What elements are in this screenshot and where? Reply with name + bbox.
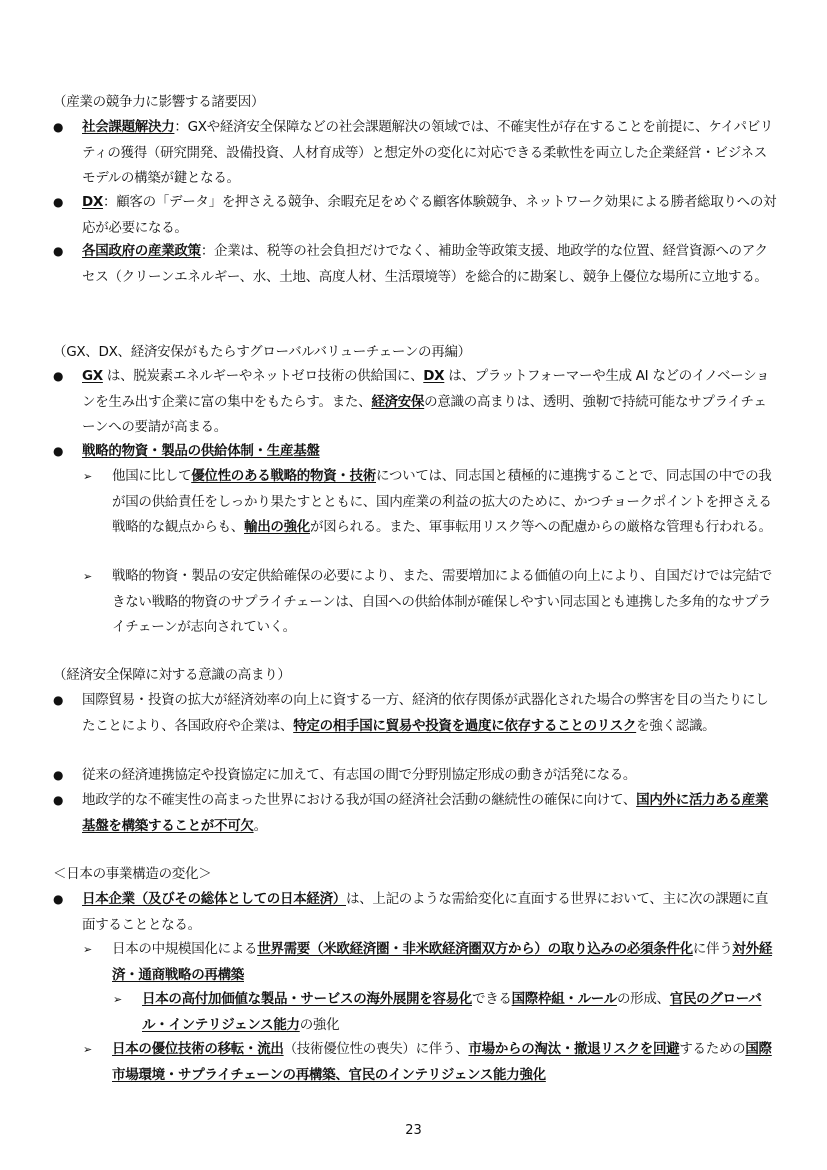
keyword: 経済安保 xyxy=(371,393,425,410)
keyword: 特定の相手国に貿易や投資を過度に依存することのリスク xyxy=(293,717,637,734)
item-text: 国際貿易・投資の拡大が経済効率の向上に資する一方、経済的依存関係が武器化された場合の弊害を目の当たりにしたことにより、各国政府や企業は、 xyxy=(82,692,769,734)
bullet-icon: ● xyxy=(53,120,64,134)
sub-item xyxy=(112,937,777,988)
item-text: 日本の中規模国化による xyxy=(112,941,258,957)
keyword: 日本企業（及びその総体としての日本経済） xyxy=(82,891,346,907)
item-text: が図られる。また、軍事転用リスク等への配慮からの厳格な管理も行われる。 xyxy=(310,519,772,535)
keyword: 世界需要（米欧経済圏・非米欧経済圏双方から）の取り込みの必須条件化 xyxy=(257,941,693,957)
keyword: 日本の高付加価値な製品・サービスの海外展開を容易化 xyxy=(142,991,472,1007)
bullet-icon: ● xyxy=(53,444,64,458)
keyword: DX xyxy=(423,368,445,384)
sub-sub-item xyxy=(142,987,777,1038)
arrow-bullet-icon: ➢ xyxy=(113,993,123,1006)
keyword: 国際市場環境・サプライチェーンの再構築、官民のインテリジェンス能力強化 xyxy=(112,1041,772,1083)
list-item: 従来の経済連携協定や投資協定に加えて、有志国の間で分野別協定形成の動きが活発になる。 xyxy=(82,767,637,783)
keyword: 社会課題解決力 xyxy=(82,119,175,135)
keyword: 国内外に活力ある産業基盤を構築することが不可欠 xyxy=(82,792,769,834)
section-header: （GX、DX、経済安保がもたらすグローバルバリューチェーンの再編） xyxy=(53,344,471,360)
item-text: （技術優位性の喪失）に伴う、 xyxy=(283,1041,469,1057)
item-text: ：企業は、税等の社会負担だけでなく、補助金等政策支援、地政学的な位置、経営資源へのアクセス（クリーンエネルギー、水、土地、高度人材、生活環境等）を総合的に勘案し、競争上優位な場所に立地する。 xyxy=(82,243,768,285)
item-text: ：顧客の「データ」を押さえる競争、余暇充足をめぐる顧客体験競争、ネットワーク効果による勝者総取りへの対応が必要になる。 xyxy=(82,194,777,236)
section-header: （産業の競争力に影響する諸要因） xyxy=(53,94,265,110)
bullet-icon: ● xyxy=(53,768,64,782)
item-text: ：GXや経済安全保障などの社会課題解決の領域では、不確実性が存在することを前提に、ケイパビリティの獲得（研究開発、設備投資、人材育成等）と想定外の変化に対応できる柔軟性を両立した企業経営・ビジネスモデルの構築が鍵となる。 xyxy=(82,119,774,186)
item-text: の強化 xyxy=(299,1016,340,1033)
item-text: の形成、 xyxy=(616,991,670,1007)
bullet-icon: ● xyxy=(53,244,64,258)
keyword: 日本の優位技術の移転・流出 xyxy=(112,1041,284,1057)
item-text: は、プラットフォーマーや生成 AI などのイノベーションを生み出す企業に富の集中をもたらす。また、 xyxy=(82,368,770,410)
item-text: 他国に比して xyxy=(112,468,192,484)
section-header: （経済安全保障に対する意識の高まり） xyxy=(53,667,291,683)
item-text: に伴う xyxy=(692,941,733,957)
bullet-icon: ● xyxy=(53,195,64,209)
keyword: GX xyxy=(82,368,103,384)
sub-item xyxy=(112,1037,777,1088)
keyword: 戦略的物資・製品の供給体制・生産基盤 xyxy=(82,443,320,459)
keyword: 国際枠組・ルール xyxy=(511,991,617,1007)
item-text: を強く認識。 xyxy=(636,717,716,734)
keyword: 市場からの淘汰・撤退リスクを回避 xyxy=(468,1041,680,1057)
item-text: の意識の高まりは、透明、強靭で持続可能なサプライチェーンへの要請が高まる。 xyxy=(82,393,767,435)
list-item xyxy=(82,115,777,192)
keyword: DX xyxy=(82,194,104,210)
item-text: できる xyxy=(472,991,512,1007)
arrow-bullet-icon: ➢ xyxy=(83,470,93,483)
list-item xyxy=(82,788,777,839)
list-item xyxy=(82,688,777,739)
bullet-icon: ● xyxy=(53,793,64,807)
keyword: 優位性のある戦略的物資・技術 xyxy=(191,468,377,484)
arrow-bullet-icon: ➢ xyxy=(83,943,93,956)
item-text: は、脱炭素エネルギーやネットゼロ技術の供給国に、 xyxy=(102,368,424,384)
keyword: 各国政府の産業政策 xyxy=(82,243,201,259)
page-number: 23 xyxy=(405,1123,422,1138)
item-text: するための xyxy=(679,1041,746,1057)
list-item xyxy=(82,239,777,290)
arrow-bullet-icon: ➢ xyxy=(83,570,93,583)
keyword: 対外経済・通商戦略の再構築 xyxy=(112,941,773,983)
item-text: は、上記のような需給変化に直面する世界において、主に次の課題に直面することとなる。 xyxy=(82,891,769,933)
section-header: ＜日本の事業構造の変化＞ xyxy=(53,866,212,882)
sub-item: 戦略的物資・製品の安定供給確保の必要により、また、需要増加による価値の向上により、自国だけでは完結できない戦略的物資のサプライチェーンは、自国への供給体制が確保しやすい同志国とも連携した多角的なサプライチェーンが志向されていく。 xyxy=(112,568,772,635)
keyword: 輸出の強化 xyxy=(244,519,310,535)
list-item xyxy=(82,887,777,938)
keyword: 官民のグローバル・インテリジェンス能力 xyxy=(142,991,762,1033)
item-text: については、同志国と積極的に連携することで、同志国の中での我が国の供給責任をしっかり果たすとともに、国内産業の利益の拡大のために、かつチョークポイントを押さえる戦略的な観点からも、 xyxy=(112,468,772,535)
bullet-icon: ● xyxy=(53,369,64,383)
list-item xyxy=(82,364,777,441)
item-text: 。 xyxy=(253,817,267,834)
list-item xyxy=(82,439,777,465)
bullet-icon: ● xyxy=(53,892,64,906)
arrow-bullet-icon: ➢ xyxy=(83,1043,93,1056)
bullet-icon: ● xyxy=(53,693,64,707)
item-text: 地政学的な不確実性の高まった世界における我が国の経済社会活動の継続性の確保に向けて、 xyxy=(82,792,637,808)
sub-item xyxy=(112,464,777,541)
list-item xyxy=(82,190,777,241)
